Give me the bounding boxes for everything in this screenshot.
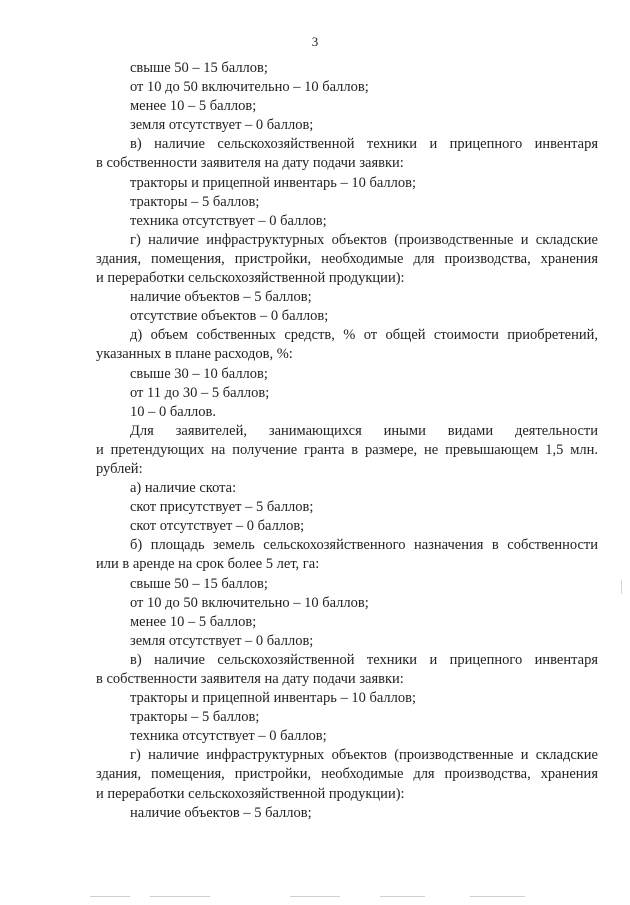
text-line: в) наличие сельскохозяйственной техники и прицепного инвентаря xyxy=(130,136,598,153)
text-line: свыше 30 – 10 баллов; xyxy=(130,365,268,382)
text-line: рублей: xyxy=(96,460,143,477)
text-line: тракторы и прицепной инвентарь – 10 баллов; xyxy=(130,690,417,707)
text-line: Для заявителей, занимающихся иными видами деятельности xyxy=(130,422,598,439)
scan-artifact-bottom xyxy=(90,896,130,897)
document-body xyxy=(96,59,598,823)
text-line: и переработки сельскохозяйственной продукции): xyxy=(96,785,405,802)
text-line: отсутствие объектов – 0 баллов; xyxy=(130,308,329,325)
text-line: свыше 50 – 15 баллов; xyxy=(130,60,268,76)
scan-artifact-bottom xyxy=(470,896,525,897)
text-line: г) наличие инфраструктурных объектов (производственные и складские xyxy=(130,747,598,764)
text-line: менее 10 – 5 баллов; xyxy=(130,613,257,630)
text-line: указанных в плане расходов, %: xyxy=(96,346,293,363)
text-line: от 10 до 50 включительно – 10 баллов; xyxy=(130,79,369,96)
text-line: тракторы и прицепной инвентарь – 10 баллов; xyxy=(130,174,417,191)
text-line: здания, помещения, пристройки, необходимые для производства, хранения xyxy=(96,766,598,783)
text-line: земля отсутствует – 0 баллов; xyxy=(130,632,314,649)
text-line: техника отсутствует – 0 баллов; xyxy=(130,212,327,229)
text-line: здания, помещения, пристройки, необходимые для производства, хранения xyxy=(96,250,598,267)
text-line: скот отсутствует – 0 баллов; xyxy=(130,518,305,535)
text-line: от 10 до 50 включительно – 10 баллов; xyxy=(130,594,369,611)
text-line: г) наличие инфраструктурных объектов (производственные и складские xyxy=(130,231,598,248)
text-line: и претендующих на получение гранта в размере, не превышающем 1,5 млн. xyxy=(96,441,598,458)
text-line: а) наличие скота: xyxy=(130,480,237,497)
page-number: 3 xyxy=(311,34,319,49)
scan-artifact-bottom xyxy=(380,896,425,897)
text-line: скот присутствует – 5 баллов; xyxy=(130,499,314,516)
text-line: наличие объектов – 5 баллов; xyxy=(130,289,312,306)
text-line: в собственности заявителя на дату подачи заявки: xyxy=(96,671,404,687)
text-line: 10 – 0 баллов. xyxy=(130,403,217,420)
text-line: в) наличие сельскохозяйственной техники и прицепного инвентаря xyxy=(130,651,598,668)
text-line: и переработки сельскохозяйственной продукции): xyxy=(96,270,405,287)
text-line: тракторы – 5 баллов; xyxy=(130,709,260,726)
scan-artifact-bottom xyxy=(150,896,210,897)
text-line: или в аренде на срок более 5 лет, га: xyxy=(96,556,320,573)
text-line: наличие объектов – 5 баллов; xyxy=(130,804,312,821)
text-line: менее 10 – 5 баллов; xyxy=(130,98,257,115)
text-line: техника отсутствует – 0 баллов; xyxy=(130,728,327,745)
text-line: тракторы – 5 баллов; xyxy=(130,193,260,210)
text-line: земля отсутствует – 0 баллов; xyxy=(130,117,314,134)
text-line: в собственности заявителя на дату подачи заявки: xyxy=(96,155,404,172)
text-line: свыше 50 – 15 баллов; xyxy=(130,575,268,592)
scan-artifact-edge xyxy=(621,580,622,594)
text-line: д) объем собственных средств, % от общей стоимости приобретений, xyxy=(130,327,598,344)
text-line: б) площадь земель сельскохозяйственного назначения в собственности xyxy=(130,537,598,554)
scan-artifact-bottom xyxy=(290,896,340,897)
text-line: от 11 до 30 – 5 баллов; xyxy=(130,384,270,401)
